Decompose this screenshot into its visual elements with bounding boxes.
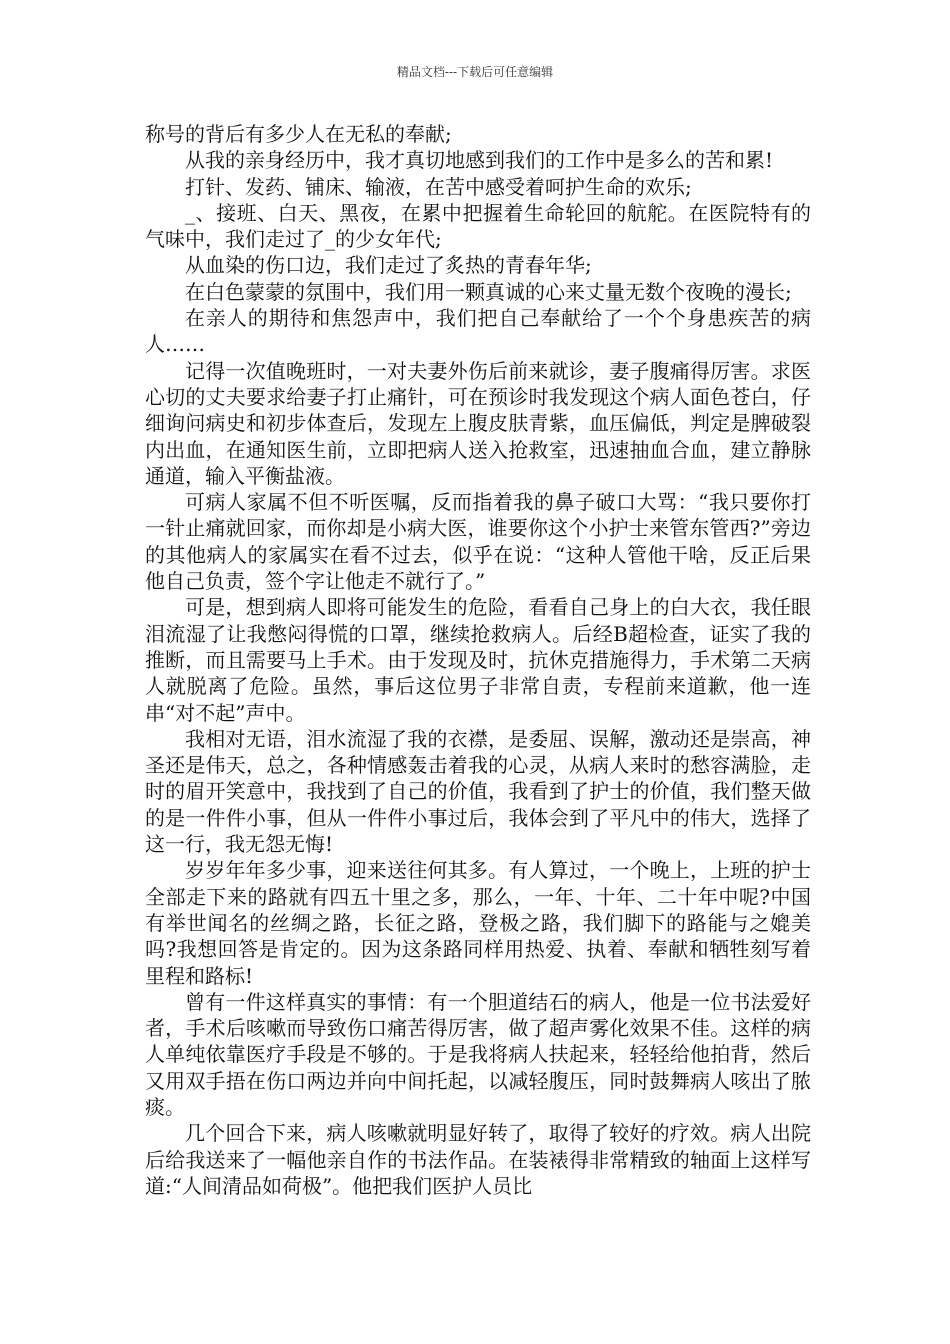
paragraph: 在白色蒙蒙的氛围中，我们用一颗真诚的心来丈量无数个夜晚的漫长; <box>185 279 792 304</box>
paragraph: 记得一次值晚班时，一对夫妻外伤后前来就诊，妻子腹痛得厉害。求医心切的丈夫要求给妻子打止痛针，可在预诊时我发现这个病人面色苍白，仔细询问病史和初步体查后，发现左上腹皮肤青紫，血压偏低，判定是脾破裂内出血，在通知医生前，立即把病人送入抢救室，迅速抽血合血，建立静脉通道，输入平衡盐液。 <box>145 358 811 488</box>
paragraph: 称号的背后有多少人在无私的奉献; <box>145 122 452 146</box>
paragraph: 在亲人的期待和焦怨声中，我们把自己奉献给了一个个身患疾苦的病人…… <box>145 306 811 357</box>
paragraph: _、接班、白天、黑夜，在累中把握着生命轮回的航舵。在医院特有的气味中，我们走过了_的少女年代; <box>145 200 811 252</box>
page-header: 精品文档---下载后可任意编辑 <box>396 65 554 79</box>
paragraph: 我相对无语，泪水流湿了我的衣襟，是委屈、误解，激动还是崇高，神圣还是伟天，总之，各种情感轰击着我的心灵，从病人来时的愁容满脸，走时的眉开笑意中，我找到了自己的价值，我看到了护士的价值，我们整天做的是一件件小事，但从一件件小事过后，我体会到了平凡中的伟大，选择了这一行，我无怨无悔! <box>145 726 811 857</box>
paragraph: 从我的亲身经历中，我才真切地感到我们的工作中是多么的苦和累! <box>185 148 774 173</box>
paragraph: 打针、发药、铺床、输液，在苦中感受着呵护生命的欢乐; <box>185 174 692 199</box>
paragraph: 几个回合下来，病人咳嗽就明显好转了，取得了较好的疗效。病人出院后给我送来了一幅他亲自作的书法作品。在装裱得非常精致的轴面上这样写道:“人间清品如荷极”。他把我们医护人员比 <box>145 1121 811 1198</box>
document-body <box>145 121 811 1199</box>
paragraph: 可是，想到病人即将可能发生的危险，看看自己身上的白大衣，我任眼泪流湿了让我憋闷得慌的口罩，继续抢救病人。后经B超检查，证实了我的推断，而且需要马上手术。由于发现及时，抗休克措施得力，手术第二天病人就脱离了危险。虽然，事后这位男子非常自责，专程前来道歉，他一连串“对不起”声中。 <box>145 595 811 725</box>
paragraph: 从血染的伤口边，我们走过了炙热的青春年华; <box>185 253 592 278</box>
paragraph: 可病人家属不但不听医嘱，反而指着我的鼻子破口大骂：“我只要你打一针止痛就回家，而你却是小病大医，谁要你这个小护士来管东管西?”旁边的其他病人的家属实在看不过去，似乎在说：“这种人管他干啥，反正后果他自己负责，签个字让他走不就行了。” <box>145 490 811 594</box>
paragraph: 岁岁年年多少事，迎来送往何其多。有人算过，一个晚上，上班的护士全部走下来的路就有四五十里之多，那么，一年、十年、二十年中呢?中国有举世闻名的丝绸之路，长征之路，登极之路，我们脚下的路能与之媲美吗?我想回答是肯定的。因为这条路同样用热爱、执着、奉献和牺牲刻写着里程和路标! <box>145 858 811 988</box>
paragraph: 曾有一件这样真实的事情：有一个胆道结石的病人，他是一位书法爱好者，手术后咳嗽而导致伤口痛苦得厉害，做了超声雾化效果不佳。这样的病人单纯依靠医疗手段是不够的。于是我将病人扶起来，轻轻给他拍背，然后又用双手捂在伤口两边并向中间托起，以减轻腹压，同时鼓舞病人咳出了脓痰。 <box>145 989 811 1119</box>
